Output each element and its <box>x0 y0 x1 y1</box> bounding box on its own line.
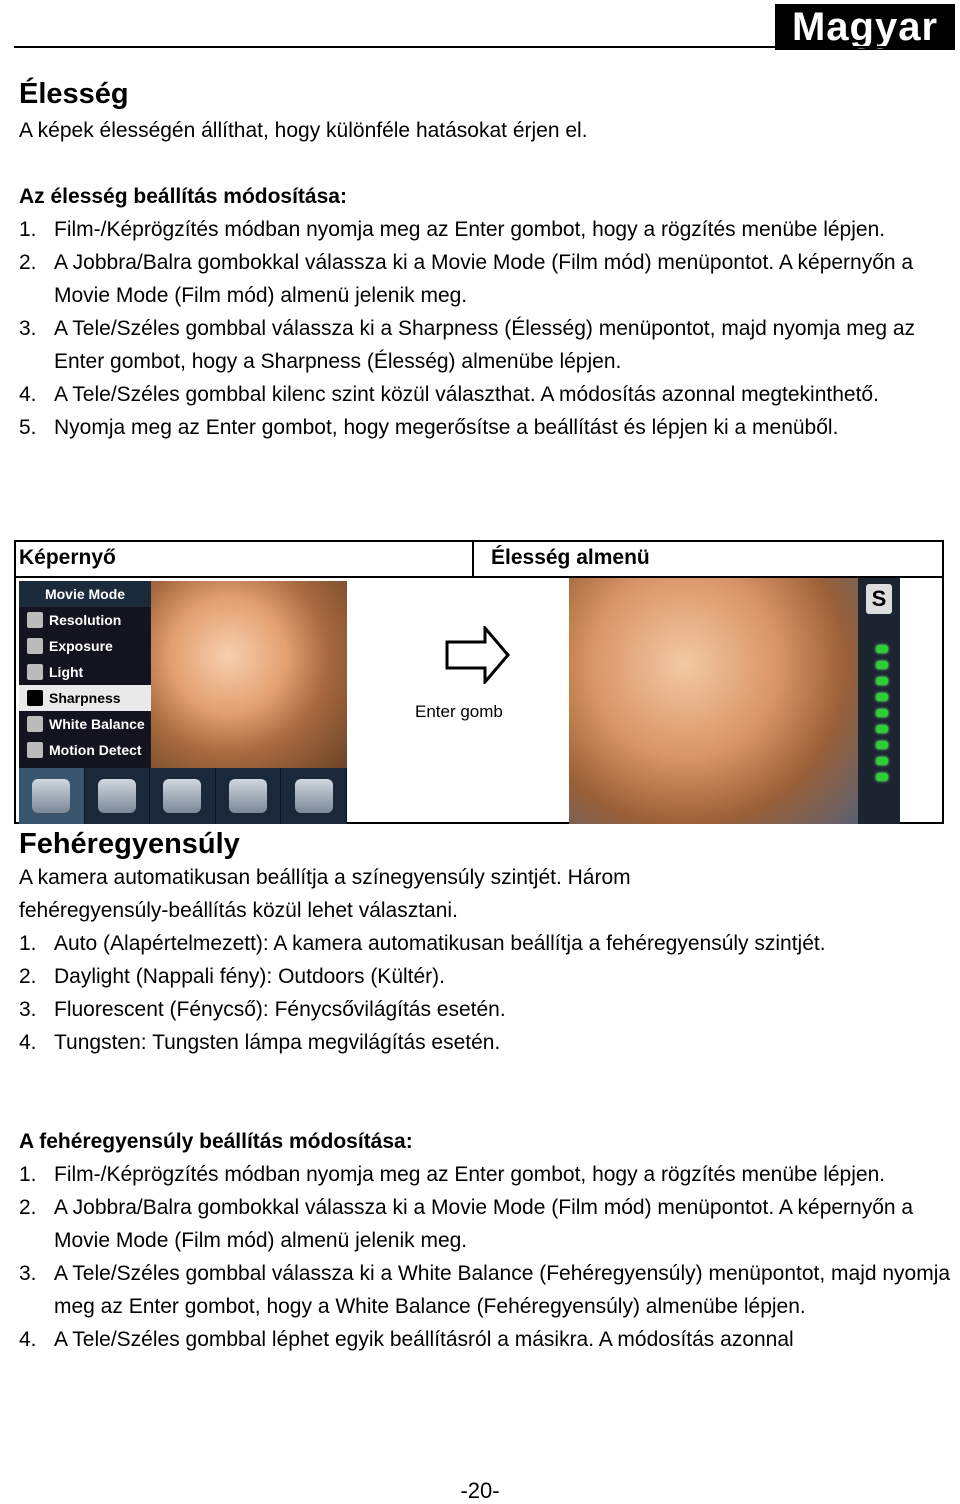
sharpness-icon <box>27 690 43 706</box>
menu-item-label: Motion Detect <box>49 742 142 758</box>
movie-mode-menu <box>19 581 151 768</box>
white-balance-options <box>19 927 959 1059</box>
list-item <box>19 1257 959 1323</box>
menu-title: Movie Mode <box>19 581 151 607</box>
option-text: Tungsten: Tungsten lámpa megvilágítás esetén. <box>54 1031 501 1054</box>
column-header-screen: Képernyő <box>19 546 116 569</box>
playback-icon <box>229 779 267 813</box>
level-led <box>876 661 888 669</box>
option-number: 2. <box>19 965 37 988</box>
option-number: 1. <box>19 932 37 955</box>
table-column-rule <box>472 540 474 576</box>
tools-icon <box>295 779 333 813</box>
sharpness-s-icon: S <box>866 584 892 614</box>
menu-item-label: Light <box>49 664 84 680</box>
menu-item-resolution <box>19 607 151 633</box>
level-led <box>876 645 888 653</box>
column-header-sharpness-submenu: Élesség almenü <box>491 546 650 569</box>
white-balance-steps <box>19 1158 959 1356</box>
step-text: Nyomja meg az Enter gombot, hogy megerősítse a beállítást és lépjen ki a menüből. <box>54 416 839 439</box>
tab-settings <box>281 768 347 824</box>
sharpness-change-title: Az élesség beállítás módosítása: <box>19 185 347 208</box>
step-text: A Tele/Széles gombbal válassza ki a White Balance (Fehéregyensúly) menüpontot, majd nyomja meg az Enter gombot, hogy a White Balance (Fehéregyensúly) almenübe lépjen. <box>54 1262 951 1318</box>
menu-item-exposure <box>19 633 151 659</box>
step-text: A Tele/Széles gombbal kilenc szint közül választhat. A módosítás azonnal megtekinthető. <box>54 383 879 406</box>
step-number: 3. <box>19 317 37 340</box>
option-number: 4. <box>19 1031 37 1054</box>
level-led <box>876 709 888 717</box>
step-text: A Jobbra/Balra gombokkal válassza ki a Movie Mode (Film mód) menüpontot. A képernyőn a Movie Mode (Film mód) almenü jelenik meg. <box>54 1196 914 1252</box>
level-led <box>876 757 888 765</box>
menu-item-label: Sharpness <box>49 690 121 706</box>
list-item <box>19 927 959 960</box>
step-number: 4. <box>19 1328 37 1351</box>
list-item <box>19 1323 959 1356</box>
white-balance-intro-line1: A kamera automatikusan beállítja a színegyensúly szintjét. Három <box>19 866 631 889</box>
right-arrow-icon <box>445 626 511 684</box>
list-item <box>19 1158 959 1191</box>
sharpness-submenu-screenshot <box>569 578 899 824</box>
white-balance-heading: Fehéregyensúly <box>19 828 240 860</box>
menu-item-white-balance <box>19 711 151 737</box>
sharpness-level-bar <box>858 578 900 824</box>
option-text: Daylight (Nappali fény): Outdoors (Kültér). <box>54 965 445 988</box>
camera-icon <box>98 779 136 813</box>
level-led <box>876 677 888 685</box>
step-text: Film-/Képrögzítés módban nyomja meg az Enter gombot, hogy a rögzítés menübe lépjen. <box>54 1163 886 1186</box>
sharpness-steps <box>19 213 959 444</box>
exposure-icon <box>27 638 43 654</box>
microphone-icon <box>163 779 201 813</box>
tab-microphone <box>150 768 216 824</box>
step-text: Film-/Képrögzítés módban nyomja meg az Enter gombot, hogy a rögzítés menübe lépjen. <box>54 218 886 241</box>
white-balance-change-title: A fehéregyensúly beállítás módosítása: <box>19 1130 413 1153</box>
level-led <box>876 773 888 781</box>
menu-item-label: Exposure <box>49 638 113 654</box>
film-reel-icon <box>32 779 70 813</box>
menu-item-label: White Balance <box>49 716 145 732</box>
option-text: Auto (Alapértelmezett): A kamera automatikusan beállítja a fehéregyensúly szintjét. <box>54 932 826 955</box>
mode-tab-strip <box>19 768 347 824</box>
list-item <box>19 213 959 246</box>
level-led <box>876 693 888 701</box>
enter-button-label: Enter gomb <box>415 702 503 721</box>
tab-camera <box>85 768 151 824</box>
step-text: A Tele/Széles gombbal léphet egyik beállításról a másikra. A módosítás azonnal <box>54 1328 794 1351</box>
step-number: 2. <box>19 1196 37 1219</box>
step-number: 3. <box>19 1262 37 1285</box>
language-tab: Magyar <box>775 4 955 50</box>
list-item <box>19 378 959 411</box>
sharpness-intro: A képek élességén állíthat, hogy különféle hatásokat érjen el. <box>19 119 588 142</box>
white-balance-icon <box>27 716 43 732</box>
level-led <box>876 741 888 749</box>
header-rule <box>14 46 954 48</box>
list-item <box>19 411 959 444</box>
step-number: 1. <box>19 218 37 241</box>
step-number: 2. <box>19 251 37 274</box>
light-icon <box>27 664 43 680</box>
list-item <box>19 1191 959 1257</box>
step-text: A Tele/Széles gombbal válassza ki a Sharpness (Élesség) menüpontot, majd nyomja meg az Enter gombot, hogy a Sharpness (Élesség) almenübe lépjen. <box>54 317 916 373</box>
step-number: 4. <box>19 383 37 406</box>
tab-playback <box>216 768 282 824</box>
white-balance-intro-line2: fehéregyensúly-beállítás közül lehet választani. <box>19 899 458 922</box>
motion-detect-icon <box>27 742 43 758</box>
list-item <box>19 1026 959 1059</box>
option-number: 3. <box>19 998 37 1021</box>
sharpness-heading: Élesség <box>19 78 129 110</box>
resolution-icon <box>27 612 43 628</box>
page-number: -20- <box>460 1478 500 1503</box>
list-item <box>19 246 959 312</box>
family-photo <box>150 581 347 768</box>
menu-item-motion-detect <box>19 737 151 763</box>
list-item <box>19 993 959 1026</box>
list-item <box>19 312 959 378</box>
menu-item-label: Resolution <box>49 612 122 628</box>
tab-movie <box>19 768 85 824</box>
level-led <box>876 725 888 733</box>
step-number: 1. <box>19 1163 37 1186</box>
list-item <box>19 960 959 993</box>
step-number: 5. <box>19 416 37 439</box>
menu-item-sharpness <box>19 685 151 711</box>
step-text: A Jobbra/Balra gombokkal válassza ki a Movie Mode (Film mód) menüpontot. A képernyőn a Movie Mode (Film mód) almenü jelenik meg. <box>54 251 914 307</box>
option-text: Fluorescent (Fénycső): Fénycsővilágítás esetén. <box>54 998 506 1021</box>
menu-item-light <box>19 659 151 685</box>
